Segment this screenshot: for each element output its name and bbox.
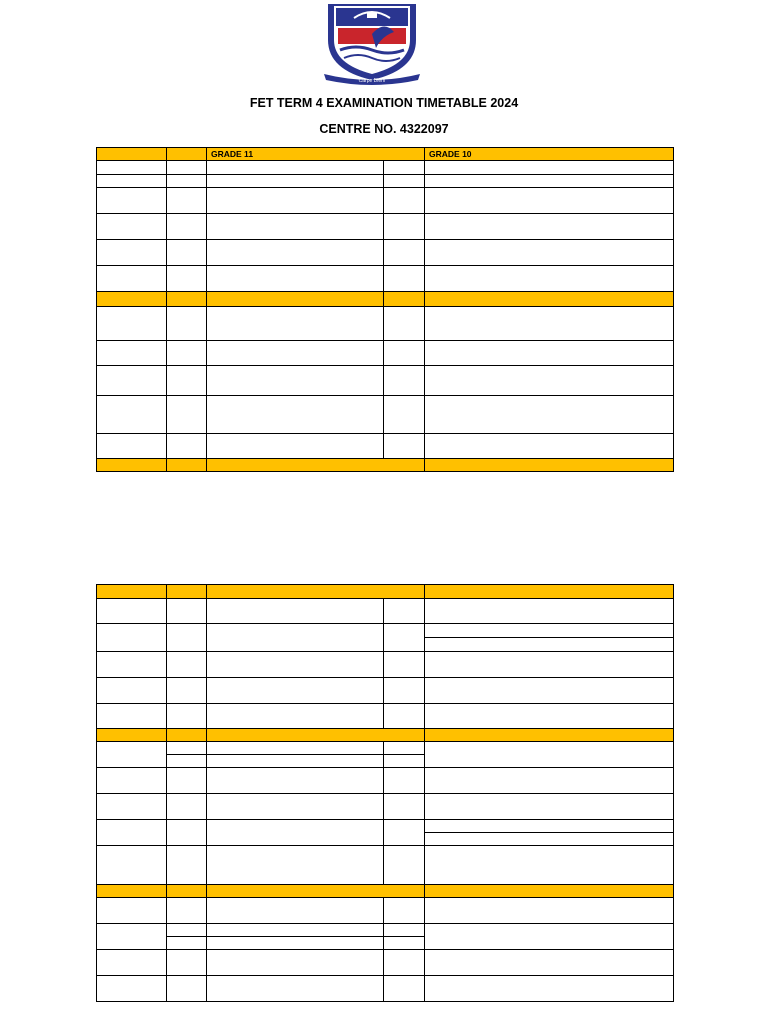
table-cell xyxy=(167,846,207,885)
table-cell xyxy=(167,366,207,396)
table-cell xyxy=(97,742,167,768)
table-cell xyxy=(167,341,207,366)
table-cell xyxy=(425,175,674,188)
table-cell xyxy=(97,585,167,599)
table-cell xyxy=(384,976,425,1002)
table-cell xyxy=(384,768,425,794)
table-cell xyxy=(167,434,207,459)
table-cell xyxy=(167,214,207,240)
table-cell xyxy=(97,240,167,266)
table-cell xyxy=(384,161,425,175)
grade-11-header: GRADE 11 xyxy=(207,148,425,161)
logo-motto: Carpe Diem xyxy=(358,78,386,84)
table-cell xyxy=(425,188,674,214)
table-cell xyxy=(207,240,384,266)
table-cell xyxy=(97,307,167,341)
centre-number: CENTRE NO. 4322097 xyxy=(319,122,449,136)
table-cell xyxy=(425,585,674,599)
table-cell xyxy=(97,885,167,898)
table-cell xyxy=(207,266,384,292)
table-cell xyxy=(425,459,674,472)
table-row xyxy=(97,599,674,624)
table-cell xyxy=(384,396,425,434)
table-cell xyxy=(207,366,384,396)
table-cell xyxy=(384,599,425,624)
timetable-table-1 xyxy=(96,147,674,472)
table-cell xyxy=(384,755,425,768)
table-cell xyxy=(384,292,425,307)
table-cell xyxy=(97,341,167,366)
table-row xyxy=(97,976,674,1002)
table-cell xyxy=(425,924,674,950)
table-cell xyxy=(425,898,674,924)
table-cell xyxy=(207,161,384,175)
table-cell xyxy=(167,742,207,755)
table-cell xyxy=(384,924,425,937)
table-row xyxy=(97,307,674,341)
table-cell xyxy=(384,820,425,846)
table-cell xyxy=(384,950,425,976)
table-cell xyxy=(207,599,384,624)
table-cell xyxy=(97,175,167,188)
table-cell xyxy=(97,678,167,704)
table-row xyxy=(97,266,674,292)
table-row xyxy=(97,820,674,833)
table-cell xyxy=(425,652,674,678)
table-cell xyxy=(97,976,167,1002)
table-cell xyxy=(207,898,384,924)
table-cell xyxy=(207,459,425,472)
table-cell xyxy=(384,937,425,950)
table-cell xyxy=(425,292,674,307)
table-cell xyxy=(425,161,674,175)
grade-10-header: GRADE 10 xyxy=(425,148,674,161)
table-cell xyxy=(425,366,674,396)
table-cell xyxy=(167,396,207,434)
table-row xyxy=(97,175,674,188)
table-cell xyxy=(97,266,167,292)
table-cell xyxy=(425,307,674,341)
table-cell xyxy=(167,599,207,624)
table-cell xyxy=(167,768,207,794)
table-cell xyxy=(425,846,674,885)
table-cell xyxy=(97,768,167,794)
table-row xyxy=(97,950,674,976)
table-cell xyxy=(384,846,425,885)
table-cell xyxy=(167,292,207,307)
table-cell xyxy=(425,266,674,292)
table-cell xyxy=(167,585,207,599)
table-row xyxy=(97,742,674,755)
school-crest-logo xyxy=(320,0,424,86)
table-cell xyxy=(207,742,384,755)
table-cell xyxy=(384,742,425,755)
table-cell xyxy=(384,652,425,678)
table-cell xyxy=(384,624,425,652)
table-cell xyxy=(425,624,674,638)
table-cell xyxy=(167,794,207,820)
table-cell xyxy=(97,292,167,307)
table-cell xyxy=(425,434,674,459)
table-row xyxy=(97,214,674,240)
table-cell xyxy=(97,704,167,729)
table-cell xyxy=(384,214,425,240)
table-cell xyxy=(97,161,167,175)
table-cell xyxy=(207,307,384,341)
table-cell xyxy=(207,846,384,885)
table-cell xyxy=(97,898,167,924)
table-row xyxy=(97,924,674,937)
table-cell xyxy=(425,950,674,976)
table-row xyxy=(97,704,674,729)
table-cell xyxy=(384,704,425,729)
table-cell xyxy=(207,678,384,704)
section-divider-row xyxy=(97,729,674,742)
table-cell xyxy=(97,396,167,434)
table-cell xyxy=(167,307,207,341)
table-cell xyxy=(97,148,167,161)
table-cell xyxy=(207,794,384,820)
table-row xyxy=(97,898,674,924)
table-row xyxy=(97,188,674,214)
table-cell xyxy=(425,820,674,833)
table-cell xyxy=(384,240,425,266)
section-divider-row xyxy=(97,292,674,307)
table-cell xyxy=(97,950,167,976)
table-cell xyxy=(207,434,384,459)
table-cell xyxy=(97,820,167,846)
table-cell xyxy=(425,396,674,434)
table-cell xyxy=(207,652,384,678)
table-cell xyxy=(384,266,425,292)
table-cell xyxy=(425,794,674,820)
table-cell xyxy=(167,678,207,704)
table-cell xyxy=(207,214,384,240)
table-cell xyxy=(207,292,384,307)
table-cell xyxy=(167,652,207,678)
table-row xyxy=(97,794,674,820)
table-row xyxy=(97,678,674,704)
table-cell xyxy=(167,266,207,292)
table-cell xyxy=(207,768,384,794)
table-cell xyxy=(167,924,207,937)
table-row xyxy=(97,366,674,396)
table-cell xyxy=(207,396,384,434)
table-cell xyxy=(97,434,167,459)
table-cell xyxy=(97,214,167,240)
table-cell xyxy=(384,794,425,820)
table-cell xyxy=(167,188,207,214)
table-row xyxy=(97,396,674,434)
table-row xyxy=(97,768,674,794)
table-cell xyxy=(97,729,167,742)
table-cell xyxy=(425,833,674,846)
table-cell xyxy=(425,678,674,704)
table-cell xyxy=(97,924,167,950)
document-title: FET TERM 4 EXAMINATION TIMETABLE 2024 xyxy=(249,96,519,110)
table-cell xyxy=(167,175,207,188)
table-cell xyxy=(425,341,674,366)
table-cell xyxy=(207,885,425,898)
section-divider-row xyxy=(97,459,674,472)
table-cell xyxy=(167,459,207,472)
section-divider-row xyxy=(97,885,674,898)
table-row xyxy=(97,341,674,366)
table-cell xyxy=(97,846,167,885)
table-cell xyxy=(97,599,167,624)
table-header-row xyxy=(97,148,674,161)
table-cell xyxy=(97,188,167,214)
table-cell xyxy=(167,820,207,846)
table-cell xyxy=(425,704,674,729)
table-cell xyxy=(207,937,384,950)
table-cell xyxy=(97,652,167,678)
table-cell xyxy=(384,678,425,704)
table-cell xyxy=(167,755,207,768)
table-cell xyxy=(425,768,674,794)
table-cell xyxy=(425,729,674,742)
table-cell xyxy=(207,624,384,652)
table-cell xyxy=(97,624,167,652)
table-cell xyxy=(207,976,384,1002)
table-cell xyxy=(167,148,207,161)
table-cell xyxy=(384,307,425,341)
table-cell xyxy=(167,161,207,175)
table-cell xyxy=(167,976,207,1002)
section-divider-row xyxy=(97,585,674,599)
table-cell xyxy=(167,898,207,924)
table-cell xyxy=(425,638,674,652)
table-cell xyxy=(425,976,674,1002)
table-cell xyxy=(97,459,167,472)
table-cell xyxy=(425,599,674,624)
table-row xyxy=(97,846,674,885)
table-cell xyxy=(97,366,167,396)
table-cell xyxy=(97,794,167,820)
table-cell xyxy=(207,188,384,214)
table-cell xyxy=(384,898,425,924)
timetable-table-2 xyxy=(96,584,674,1002)
table-row xyxy=(97,652,674,678)
table-cell xyxy=(384,188,425,214)
table-cell xyxy=(425,885,674,898)
table-cell xyxy=(384,434,425,459)
table-cell xyxy=(384,175,425,188)
table-cell xyxy=(207,950,384,976)
table-cell xyxy=(207,175,384,188)
table-cell xyxy=(207,729,425,742)
table-cell xyxy=(167,704,207,729)
table-cell xyxy=(167,937,207,950)
table-cell xyxy=(207,704,384,729)
table-cell xyxy=(384,366,425,396)
table-row xyxy=(97,624,674,638)
table-cell xyxy=(207,924,384,937)
table-cell xyxy=(167,950,207,976)
table-cell xyxy=(167,624,207,652)
table-cell xyxy=(207,820,384,846)
table-cell xyxy=(207,755,384,768)
table-row xyxy=(97,240,674,266)
table-cell xyxy=(207,341,384,366)
table-row xyxy=(97,161,674,175)
table-cell xyxy=(167,240,207,266)
table-cell xyxy=(207,585,425,599)
table-cell xyxy=(384,341,425,366)
table-cell xyxy=(425,742,674,768)
table-cell xyxy=(425,240,674,266)
table-cell xyxy=(167,729,207,742)
table-cell xyxy=(425,214,674,240)
table-cell xyxy=(167,885,207,898)
table-row xyxy=(97,434,674,459)
